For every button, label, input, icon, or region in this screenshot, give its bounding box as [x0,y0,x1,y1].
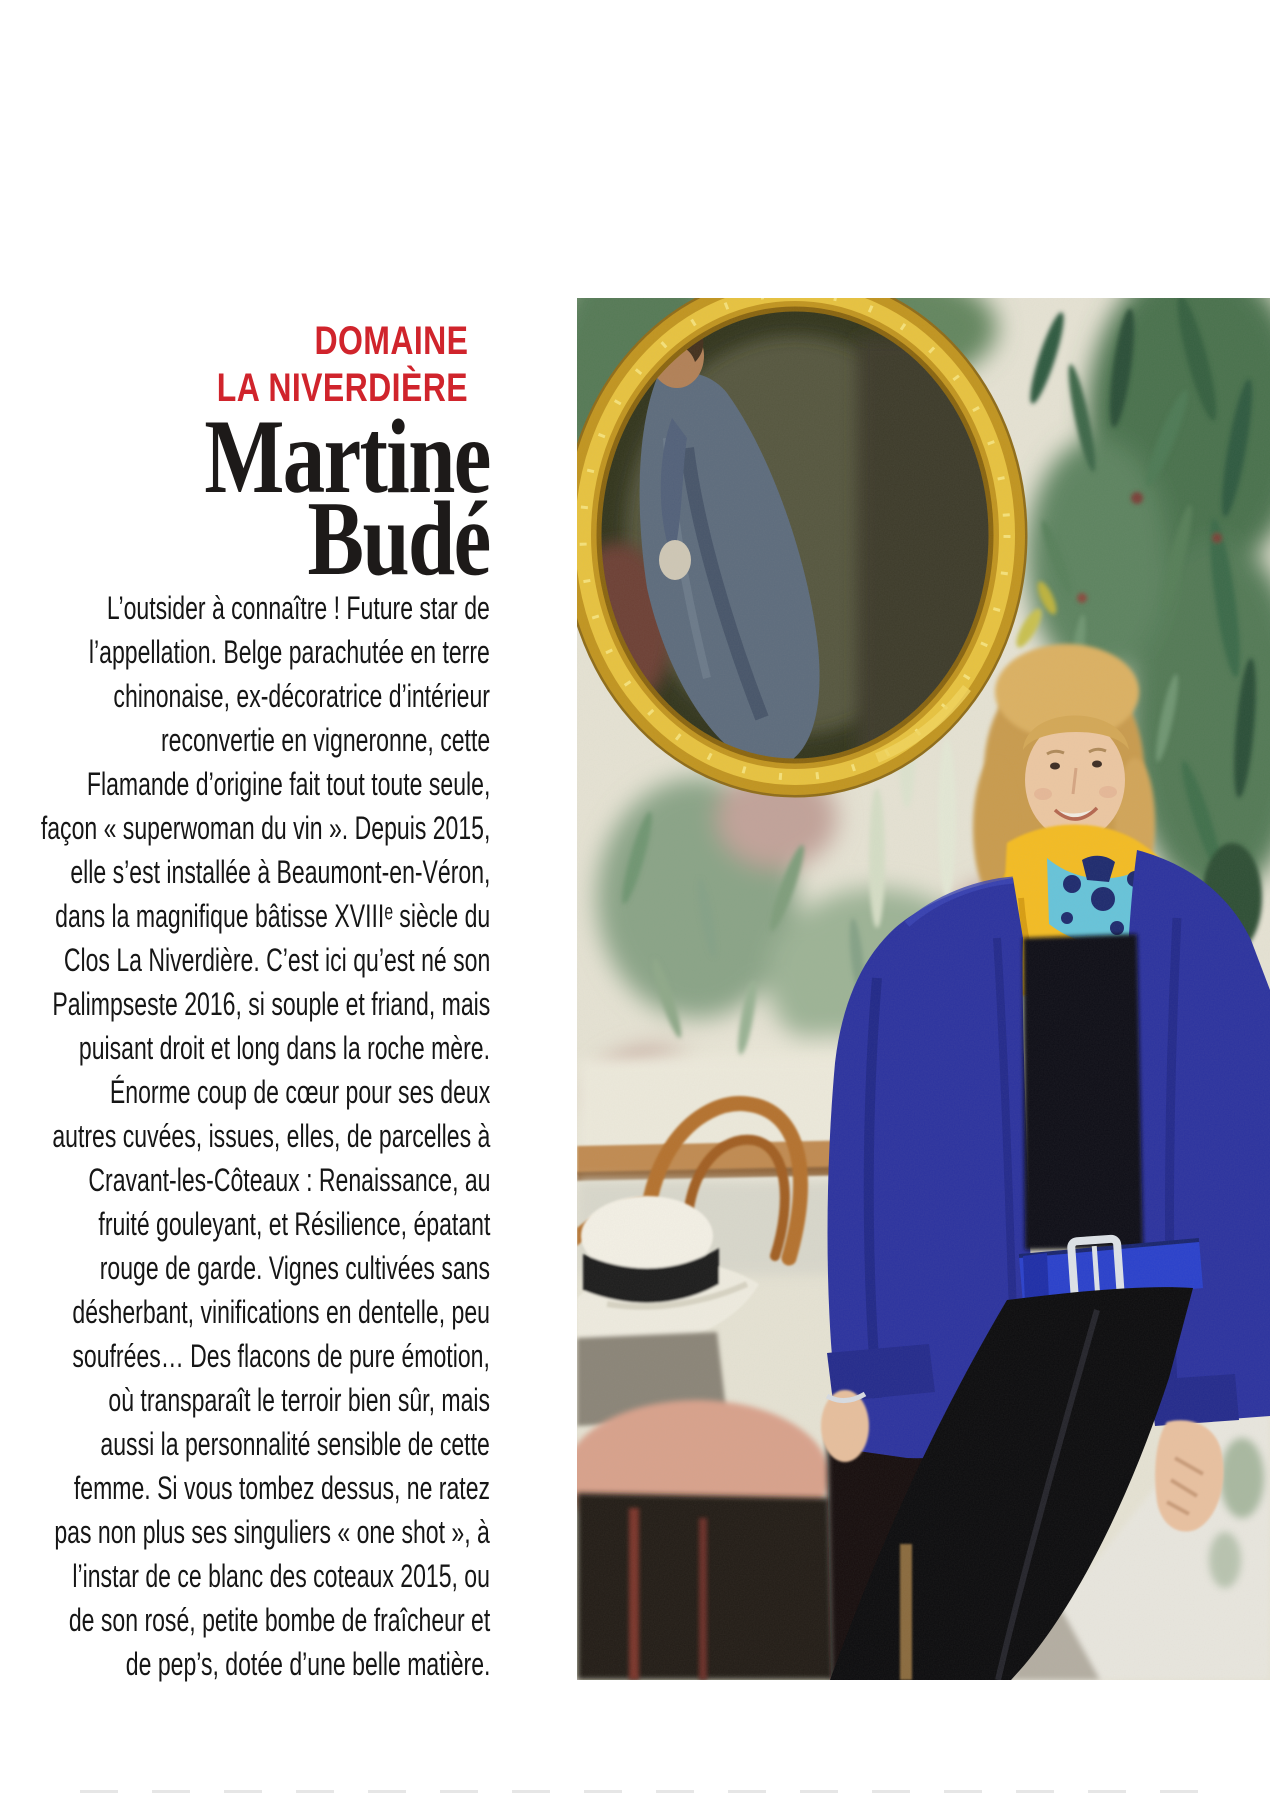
body-line: reconvertie en vigneronne, cette [160,722,490,758]
body-line: dans la magnifique bâtisse XVIIIᵉ siècle du [54,898,490,934]
body-line: Clos La Niverdière. C’est ici qu’est né son [63,942,490,978]
body-line: l’appellation. Belge parachutée en terre [89,634,490,670]
body-line: désherbant, vinifications en dentelle, peu [72,1294,490,1330]
body-line: soufrées… Des flacons de pure émotion, [72,1338,490,1374]
body-line: façon « superwoman du vin ». Depuis 2015, [40,810,490,846]
body-line: Cravant-les-Côteaux : Renaissance, au [87,1162,490,1198]
body-line: de pep’s, dotée d’une belle matière. [125,1646,490,1682]
page-bottom-print-marks [80,1790,1230,1793]
body-line: fruité gouleyant, et Résilience, épatant [98,1206,490,1242]
photo-illustration [577,298,1270,1680]
body-line: L’outsider à connaître ! Future star de [107,590,490,626]
body-line: Énorme coup de cœur pour ses deux [109,1074,490,1110]
photo-grain [577,298,1270,1680]
body-line: pas non plus ses singuliers « one shot », à [54,1514,490,1550]
body-line: femme. Si vous tombez dessus, ne ratez [73,1470,490,1506]
body-line: rouge de garde. Vignes cultivées sans [99,1250,490,1286]
kicker-line-2: LA NIVERDIÈRE [216,366,468,410]
article-body [0,586,490,1686]
body-line: Flamande d’origine fait tout toute seule, [86,766,490,802]
body-line: de son rosé, petite bombe de fraîcheur et [68,1602,490,1638]
body-line: elle s’est installée à Beaumont-en-Véron, [69,854,490,890]
body-line: où transparaît le terroir bien sûr, mais [108,1382,490,1418]
photo-martine-bude [577,298,1270,1680]
body-line: Palimpseste 2016, si souple et friand, mais [52,986,490,1022]
title-line-2: Budé [307,480,490,597]
body-line: aussi la personnalité sensible de cette [100,1426,490,1462]
article-column [0,318,490,1686]
body-line: l’instar de ce blanc des coteaux 2015, ou [72,1558,490,1594]
kicker-line-1: DOMAINE [314,319,468,363]
title-line-1: Martine [204,398,490,515]
body-line: puisant droit et long dans la roche mère. [78,1030,490,1066]
body-line: chinonaise, ex-décoratrice d’intérieur [113,678,490,714]
body-line: autres cuvées, issues, elles, de parcelles à [52,1118,490,1154]
article-title [133,398,490,597]
